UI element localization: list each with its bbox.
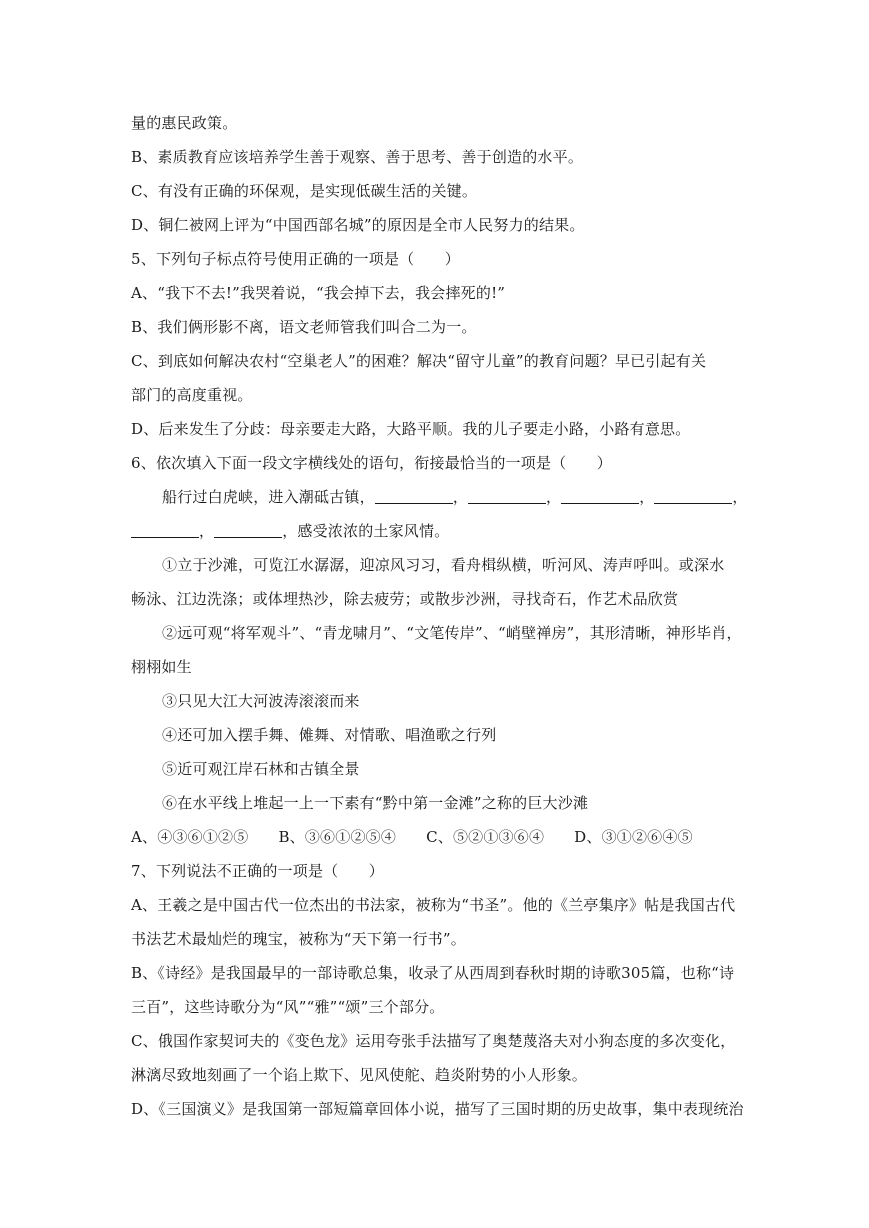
q4-option-c: C、有没有正确的环保观，是实现低碳生活的关键。 — [131, 182, 478, 200]
q6-sentence-2-line1: ②远可观“将军观斗”、“青龙啸月”、“文笔传岸”、“峭壁禅房”，其形清晰，神形毕肖， — [162, 624, 742, 642]
q5-option-d: D、后来发生了分歧：母亲要走大路，大路平顺。我的儿子要走小路，小路有意思。 — [131, 420, 691, 438]
blank-6 — [214, 521, 282, 538]
blank-5 — [131, 521, 199, 538]
q4-option-a-tail: 量的惠民政策。 — [131, 114, 238, 132]
q7-option-b-line1: B、《诗经》是我国最早的一部诗歌总集，收录了从西周到春秋时期的诗歌305篇，也称“诗 — [131, 964, 735, 982]
q6-sentence-6: ⑥在水平线上堆起一上一下素有“黔中第一金滩”之称的巨大沙滩 — [162, 794, 589, 812]
q6-passage-line2 — [131, 514, 741, 548]
comma: ， — [639, 488, 655, 506]
q6-sentence-3: ③只见大江大河波涛滚滚而来 — [162, 692, 360, 710]
comma: ， — [199, 522, 215, 540]
q4-option-b: B、素质教育应该培养学生善于观察、善于思考、善于创造的水平。 — [131, 148, 584, 166]
q6-option-a: A、④③⑥①②⑤ — [131, 828, 249, 846]
q5-option-c-line2: 部门的高度重视。 — [131, 386, 253, 404]
q5-option-b: B、我们俩形影不离，语文老师管我们叫合二为一。 — [131, 318, 477, 336]
q7-option-d-line1: D、《三国演义》是我国第一部短篇章回体小说，描写了三国时期的历史故事，集中表现统治 — [131, 1100, 744, 1118]
q4-option-d: D、铜仁被网上评为“中国西部名城”的原因是全市人民努力的结果。 — [131, 216, 585, 234]
q6-sentence-1-line2: 畅泳、江边洗涤；或体埋热沙，除去疲劳；或散步沙洲，寻找奇石，作艺术品欣赏 — [131, 590, 679, 608]
blank-1 — [375, 487, 453, 504]
blank-2 — [468, 487, 546, 504]
q6-option-c: C、⑤②①③⑥④ — [426, 828, 545, 846]
q6-stem: 6、依次填入下面一段文字横线处的语句，衔接最恰当的一项是（ ） — [131, 454, 612, 472]
q6-option-b: B、③⑥①②⑤④ — [278, 828, 397, 846]
q7-stem: 7、下列说法不正确的一项是（ ） — [131, 862, 384, 880]
comma: ， — [732, 488, 748, 506]
q5-option-a: A、“我下不去!”我哭着说，“我会掉下去，我会摔死的!” — [131, 284, 506, 302]
q7-option-c-line2: 淋漓尽致地刻画了一个谄上欺下、见风使舵、趋炎附势的小人形象。 — [131, 1066, 588, 1084]
q7-option-b-line2: 三百”，这些诗歌分为“风”“雅”“颂”三个部分。 — [131, 998, 445, 1016]
q6-sentence-1-line1: ①立于沙滩，可览江水潺潺，迎凉风习习，看舟楫纵横，听河风、涛声呼叫。或深水 — [162, 556, 725, 574]
q5-option-c-line1: C、到底如何解决农村“空巢老人”的困难？解决“留守儿童”的教育问题？早已引起有关 — [131, 352, 707, 370]
q6-options — [131, 820, 741, 854]
q6-passage-line1 — [131, 480, 748, 514]
q6-passage-end: ，感受浓浓的土家风情。 — [282, 522, 450, 540]
q6-passage-start: 船行过白虎峡，进入潮砥古镇， — [162, 488, 375, 506]
q6-sentence-2-line2: 栩栩如生 — [131, 658, 192, 676]
q7-option-c-line1: C、俄国作家契诃夫的《变色龙》运用夸张手法描写了奥楚蔑洛夫对小狗态度的多次变化， — [131, 1032, 736, 1050]
comma: ， — [452, 488, 469, 506]
q5-stem: 5、下列句子标点符号使用正确的一项是（ ） — [131, 250, 460, 268]
q7-option-a-line2: 书法艺术最灿烂的瑰宝，被称为“天下第一行书”。 — [131, 930, 466, 948]
q7-option-a-line1: A、王羲之是中国古代一位杰出的书法家，被称为“书圣”。他的《兰亭集序》帖是我国古代 — [131, 896, 736, 914]
blank-4 — [654, 487, 732, 504]
q6-sentence-5: ⑤近可观江岸石林和古镇全景 — [162, 760, 360, 778]
q6-option-d: D、③①②⑥④⑤ — [574, 828, 693, 846]
comma: ， — [546, 488, 562, 506]
blank-3 — [561, 487, 639, 504]
document-page — [131, 106, 748, 1126]
q6-sentence-4: ④还可加入摆手舞、傩舞、对情歌、唱渔歌之行列 — [162, 726, 497, 744]
